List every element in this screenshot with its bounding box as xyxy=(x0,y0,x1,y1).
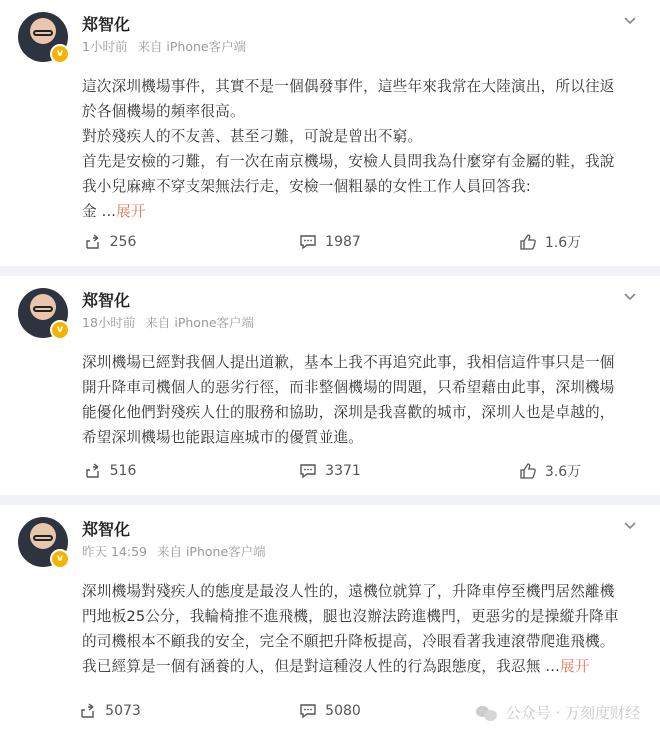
post-source: 来自 iPhone客户端 xyxy=(137,39,247,54)
chevron-down-icon[interactable] xyxy=(622,12,638,28)
like-button[interactable] xyxy=(440,461,660,481)
post-text-last xyxy=(82,654,636,679)
repost-button[interactable] xyxy=(0,462,220,480)
post-meta xyxy=(82,517,266,561)
expand-link[interactable]: 展开 xyxy=(559,658,590,675)
post-header xyxy=(18,12,642,74)
comment-count: 3371 xyxy=(325,463,361,479)
repost-icon xyxy=(79,702,97,720)
chevron-down-icon[interactable] xyxy=(622,288,638,304)
watermark xyxy=(476,702,640,723)
post-card xyxy=(0,505,660,735)
post-time[interactable]: 1小时前 xyxy=(82,39,128,54)
like-icon xyxy=(519,462,537,480)
comment-count: 1987 xyxy=(325,234,361,250)
repost-button[interactable] xyxy=(0,702,220,720)
post-source: 来自 iPhone客户端 xyxy=(145,315,255,330)
post-body xyxy=(18,350,642,450)
avatar-glasses xyxy=(33,306,53,312)
comment-button[interactable] xyxy=(220,233,440,251)
post-text-line: 開升降車司機個人的惡劣行徑，而非整個機場的問題，只希望藉由此事，深圳機場 xyxy=(82,379,615,396)
verified-badge-icon: v xyxy=(50,44,70,64)
post-text-line: 我已經算是一個有涵養的人，但是對這種沒人性的行為跟態度，我忍無 ... xyxy=(82,658,560,675)
author-name[interactable]: 郑智化 xyxy=(82,15,131,34)
post-subline xyxy=(82,38,246,56)
avatar[interactable] xyxy=(18,12,68,62)
comment-button[interactable] xyxy=(220,702,440,720)
comment-icon xyxy=(299,233,317,251)
repost-button[interactable] xyxy=(0,233,220,251)
repost-count: 256 xyxy=(109,234,137,250)
post-text-line: 這次深圳機場事件，其實不是一個偶發事件，這些年來我常在大陸演出，所以往返 xyxy=(82,78,615,95)
avatar-glasses xyxy=(33,535,53,541)
post-text-line: 能優化他們對殘疾人仕的服務和協助，深圳是我喜歡的城市，深圳人也是卓越的， xyxy=(82,404,615,421)
verified-badge-icon: v xyxy=(50,320,70,340)
comment-icon xyxy=(299,462,317,480)
post-text-line: 我小兒麻痺不穿支架無法行走，安檢一個粗暴的女性工作人員回答我: xyxy=(82,178,531,195)
post-meta xyxy=(82,288,254,332)
post-source: 来自 iPhone客户端 xyxy=(156,544,266,559)
comment-icon xyxy=(299,702,317,720)
chevron-down-icon[interactable] xyxy=(622,517,638,533)
comment-count: 5080 xyxy=(325,703,361,719)
expand-link[interactable]: 展开 xyxy=(116,203,146,220)
action-bar xyxy=(0,447,660,495)
like-button[interactable] xyxy=(440,232,660,252)
repost-icon xyxy=(84,233,102,251)
post-text-line: 首先是安檢的刁難，有一次在南京機場，安檢人員問我為什麼穿有金屬的鞋，我說 xyxy=(82,153,615,170)
post-subline xyxy=(82,543,266,561)
post-text-line: 希望深圳機場也能跟這座城市的優質並進。 xyxy=(82,429,364,446)
like-count: 3.6万 xyxy=(544,464,582,480)
avatar[interactable] xyxy=(18,288,68,338)
post-time[interactable]: 18小时前 xyxy=(82,315,136,330)
post-header xyxy=(18,288,642,350)
post-text-line: 金 ... xyxy=(82,203,117,220)
repost-count: 516 xyxy=(109,463,137,479)
post-text-line: 對於殘疾人的不友善、甚至刁難，可說是曾出不窮。 xyxy=(82,128,423,145)
avatar[interactable] xyxy=(18,517,68,567)
post-text-line: 門地板25公分，我輪椅推不進飛機，腿也沒辦法跨進機門，更惡劣的是操縱升降車 xyxy=(82,608,619,625)
avatar-glasses xyxy=(33,30,53,36)
post-body xyxy=(18,74,642,224)
post-text-line: 於各個機場的頻率很高。 xyxy=(82,103,245,120)
post-card xyxy=(0,0,660,266)
post-text-line: 深圳機場已經對我個人提出道歉，基本上我不再追究此事，我相信這件事只是一個 xyxy=(82,354,615,371)
post-time[interactable]: 昨天 14:59 xyxy=(82,544,147,559)
post-card xyxy=(0,276,660,495)
author-name[interactable]: 郑智化 xyxy=(82,520,131,539)
post-body xyxy=(18,579,642,679)
repost-count: 5073 xyxy=(105,703,141,719)
repost-icon xyxy=(84,462,102,480)
verified-badge-icon: v xyxy=(50,549,70,569)
watermark-text: 公众号 · 万刻度财经 xyxy=(505,704,640,722)
post-text-line: 的司機根本不顧我的安全，完全不願把升降板提高，冷眼看著我連滾帶爬進飛機。 xyxy=(82,633,615,650)
author-name[interactable]: 郑智化 xyxy=(82,291,131,310)
post-meta xyxy=(82,12,246,56)
post-header xyxy=(18,517,642,579)
like-count: 1.6万 xyxy=(544,235,582,251)
post-subline xyxy=(82,314,254,332)
post-text-line: 深圳機場對殘疾人的態度是最沒人性的，遠機位就算了，升降車停至機門居然離機 xyxy=(82,583,615,600)
like-icon xyxy=(519,233,537,251)
comment-button[interactable] xyxy=(220,462,440,480)
action-bar xyxy=(0,218,660,266)
wechat-icon xyxy=(476,704,498,722)
